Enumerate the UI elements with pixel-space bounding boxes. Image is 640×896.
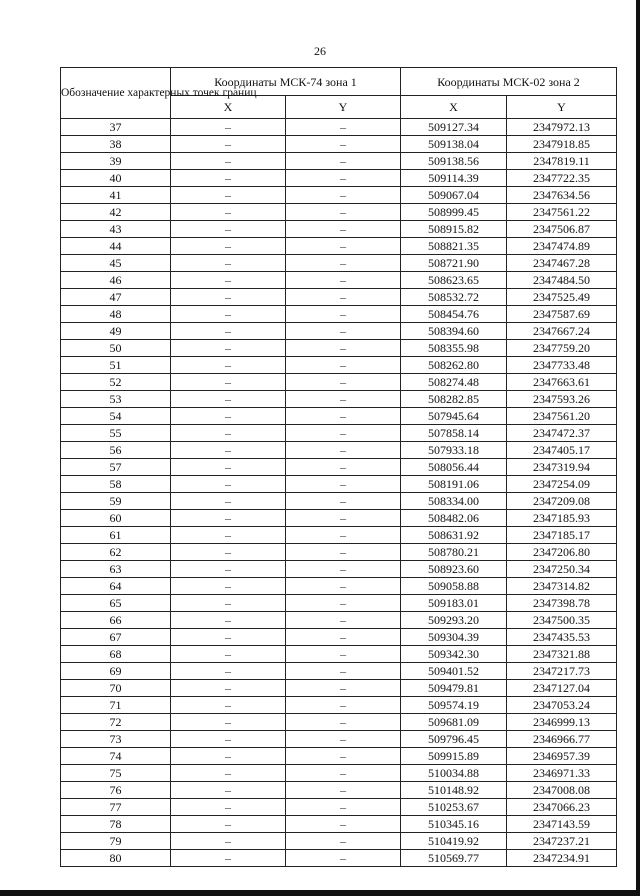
msk02-y-cell: 2347819.11 [507,153,617,170]
msk74-y-cell: – [286,595,401,612]
point-number-cell: 74 [61,748,171,765]
msk02-y-cell: 2347525.49 [507,289,617,306]
msk74-y-cell: – [286,204,401,221]
point-number-cell: 79 [61,833,171,850]
msk02-y-cell: 2347722.35 [507,170,617,187]
table-row [61,646,617,663]
table-row [61,408,617,425]
msk02-x-cell: 508482.06 [401,510,507,527]
scan-edge-right [636,0,640,896]
msk02-x-cell: 509915.89 [401,748,507,765]
msk02-y-cell: 2346966.77 [507,731,617,748]
point-number-cell: 50 [61,340,171,357]
point-number-cell: 48 [61,306,171,323]
msk02-x-cell: 509114.39 [401,170,507,187]
msk02-y-cell: 2347474.89 [507,238,617,255]
point-number-cell: 58 [61,476,171,493]
table-row [61,731,617,748]
table-row [61,425,617,442]
msk74-y-cell: – [286,459,401,476]
msk74-x-cell: – [171,612,286,629]
table-row [61,510,617,527]
msk74-y-cell: – [286,731,401,748]
msk74-x-cell: – [171,714,286,731]
msk74-y-cell: – [286,799,401,816]
msk74-x-cell: – [171,306,286,323]
msk02-y-cell: 2347250.34 [507,561,617,578]
msk02-x-cell: 509138.04 [401,136,507,153]
msk02-y-cell: 2347209.08 [507,493,617,510]
msk02-x-cell: 509342.30 [401,646,507,663]
point-number-cell: 52 [61,374,171,391]
msk02-x-cell: 508721.90 [401,255,507,272]
msk74-x-cell: – [171,153,286,170]
msk74-y-cell: – [286,833,401,850]
msk74-x-cell: – [171,646,286,663]
point-number-cell: 80 [61,850,171,867]
msk74-x-cell: – [171,561,286,578]
point-number-cell: 63 [61,561,171,578]
msk02-x-cell: 507945.64 [401,408,507,425]
table-row [61,374,617,391]
msk74-y-cell: – [286,357,401,374]
msk02-x-cell: 509293.20 [401,612,507,629]
msk02-x-cell: 510569.77 [401,850,507,867]
header-msk74-x: X [171,96,286,119]
point-number-cell: 56 [61,442,171,459]
table-row [61,799,617,816]
msk74-y-cell: – [286,816,401,833]
table-row [61,765,617,782]
table-row [61,476,617,493]
msk74-y-cell: – [286,646,401,663]
msk74-y-cell: – [286,187,401,204]
point-number-cell: 59 [61,493,171,510]
table-row [61,306,617,323]
table-row [61,527,617,544]
point-number-cell: 43 [61,221,171,238]
msk74-x-cell: – [171,833,286,850]
msk74-y-cell: – [286,612,401,629]
point-number-cell: 46 [61,272,171,289]
table-row [61,170,617,187]
table-row [61,595,617,612]
msk02-y-cell: 2347319.94 [507,459,617,476]
point-number-cell: 72 [61,714,171,731]
msk74-y-cell: – [286,578,401,595]
point-number-cell: 40 [61,170,171,187]
msk02-x-cell: 509183.01 [401,595,507,612]
page-number: 26 [314,44,326,58]
msk74-x-cell: – [171,544,286,561]
table-row [61,136,617,153]
msk74-x-cell: – [171,629,286,646]
header-point-designation: Обозначение характерных точек границ [61,68,171,119]
msk74-y-cell: – [286,221,401,238]
msk02-x-cell: 508454.76 [401,306,507,323]
msk02-x-cell: 510419.92 [401,833,507,850]
msk02-x-cell: 509681.09 [401,714,507,731]
msk74-y-cell: – [286,374,401,391]
table-row [61,238,617,255]
msk02-y-cell: 2347733.48 [507,357,617,374]
msk74-y-cell: – [286,697,401,714]
point-number-cell: 39 [61,153,171,170]
point-number-cell: 53 [61,391,171,408]
msk02-x-cell: 510253.67 [401,799,507,816]
msk02-x-cell: 508262.80 [401,357,507,374]
point-number-cell: 77 [61,799,171,816]
point-number-cell: 71 [61,697,171,714]
msk02-y-cell: 2347634.56 [507,187,617,204]
point-number-cell: 61 [61,527,171,544]
msk74-x-cell: – [171,289,286,306]
msk02-x-cell: 507858.14 [401,425,507,442]
table-row [61,663,617,680]
point-number-cell: 49 [61,323,171,340]
msk74-x-cell: – [171,340,286,357]
msk02-y-cell: 2347185.93 [507,510,617,527]
msk74-x-cell: – [171,459,286,476]
header-row [61,68,617,96]
msk74-x-cell: – [171,782,286,799]
msk74-x-cell: – [171,357,286,374]
msk02-y-cell: 2347500.35 [507,612,617,629]
msk02-y-cell: 2347663.61 [507,374,617,391]
table-row [61,578,617,595]
table-row [61,493,617,510]
point-number-cell: 38 [61,136,171,153]
msk74-x-cell: – [171,697,286,714]
msk02-y-cell: 2347127.04 [507,680,617,697]
table-row [61,442,617,459]
point-number-cell: 73 [61,731,171,748]
msk74-y-cell: – [286,170,401,187]
table-row [61,272,617,289]
msk02-y-cell: 2347435.53 [507,629,617,646]
table-row [61,680,617,697]
msk02-x-cell: 508394.60 [401,323,507,340]
msk74-x-cell: – [171,408,286,425]
table-row [61,850,617,867]
msk74-x-cell: – [171,595,286,612]
msk02-y-cell: 2347561.20 [507,408,617,425]
msk74-y-cell: – [286,136,401,153]
msk74-x-cell: – [171,578,286,595]
msk02-y-cell: 2347506.87 [507,221,617,238]
msk74-x-cell: – [171,476,286,493]
point-number-cell: 45 [61,255,171,272]
msk02-x-cell: 508623.65 [401,272,507,289]
msk74-x-cell: – [171,221,286,238]
msk74-y-cell: – [286,391,401,408]
table-row [61,629,617,646]
msk74-y-cell: – [286,714,401,731]
point-number-cell: 42 [61,204,171,221]
msk74-y-cell: – [286,493,401,510]
msk74-x-cell: – [171,187,286,204]
msk02-x-cell: 509574.19 [401,697,507,714]
msk02-x-cell: 508923.60 [401,561,507,578]
msk74-y-cell: – [286,238,401,255]
table-row [61,544,617,561]
table-row [61,612,617,629]
table-row [61,119,617,136]
point-number-cell: 47 [61,289,171,306]
table-row [61,782,617,799]
msk74-y-cell: – [286,510,401,527]
msk02-y-cell: 2347593.26 [507,391,617,408]
msk74-y-cell: – [286,561,401,578]
point-number-cell: 41 [61,187,171,204]
header-msk74-y: Y [286,96,401,119]
msk02-y-cell: 2347234.91 [507,850,617,867]
msk74-y-cell: – [286,765,401,782]
msk02-x-cell: 508915.82 [401,221,507,238]
msk02-x-cell: 510148.92 [401,782,507,799]
msk74-x-cell: – [171,238,286,255]
msk74-x-cell: – [171,374,286,391]
point-number-cell: 44 [61,238,171,255]
msk02-y-cell: 2347066.23 [507,799,617,816]
msk74-y-cell: – [286,425,401,442]
msk02-y-cell: 2347185.17 [507,527,617,544]
point-number-cell: 54 [61,408,171,425]
msk02-y-cell: 2346971.33 [507,765,617,782]
msk02-x-cell: 510345.16 [401,816,507,833]
msk74-x-cell: – [171,425,286,442]
msk02-x-cell: 509479.81 [401,680,507,697]
msk02-y-cell: 2347759.20 [507,340,617,357]
table-row [61,391,617,408]
msk02-x-cell: 509067.04 [401,187,507,204]
point-number-cell: 69 [61,663,171,680]
msk02-y-cell: 2347972.13 [507,119,617,136]
msk02-x-cell: 508532.72 [401,289,507,306]
point-number-cell: 76 [61,782,171,799]
table-row [61,459,617,476]
msk74-x-cell: – [171,204,286,221]
msk74-y-cell: – [286,850,401,867]
msk02-x-cell: 508631.92 [401,527,507,544]
msk74-y-cell: – [286,272,401,289]
msk02-y-cell: 2347143.59 [507,816,617,833]
msk74-x-cell: – [171,816,286,833]
msk02-x-cell: 509058.88 [401,578,507,595]
msk74-x-cell: – [171,255,286,272]
msk74-y-cell: – [286,306,401,323]
msk74-x-cell: – [171,510,286,527]
msk74-x-cell: – [171,765,286,782]
table-row [61,357,617,374]
msk74-y-cell: – [286,323,401,340]
msk02-y-cell: 2347254.09 [507,476,617,493]
msk74-y-cell: – [286,663,401,680]
point-number-cell: 64 [61,578,171,595]
msk74-y-cell: – [286,119,401,136]
point-number-cell: 57 [61,459,171,476]
msk74-x-cell: – [171,170,286,187]
msk74-y-cell: – [286,442,401,459]
msk74-y-cell: – [286,527,401,544]
msk02-y-cell: 2347314.82 [507,578,617,595]
coordinates-table [60,67,617,867]
point-number-cell: 78 [61,816,171,833]
msk74-x-cell: – [171,391,286,408]
msk74-y-cell: – [286,476,401,493]
msk74-x-cell: – [171,850,286,867]
msk74-y-cell: – [286,255,401,272]
msk74-y-cell: – [286,748,401,765]
msk02-y-cell: 2347472.37 [507,425,617,442]
point-number-cell: 62 [61,544,171,561]
msk02-y-cell: 2346999.13 [507,714,617,731]
table-row [61,697,617,714]
msk02-y-cell: 2347398.78 [507,595,617,612]
point-number-cell: 65 [61,595,171,612]
point-number-cell: 75 [61,765,171,782]
msk74-x-cell: – [171,323,286,340]
msk02-y-cell: 2347053.24 [507,697,617,714]
header-msk74: Координаты МСК-74 зона 1 [171,68,401,96]
msk02-x-cell: 508355.98 [401,340,507,357]
msk02-x-cell: 510034.88 [401,765,507,782]
msk02-x-cell: 509401.52 [401,663,507,680]
table-row [61,255,617,272]
table-row [61,187,617,204]
msk02-x-cell: 508999.45 [401,204,507,221]
msk02-y-cell: 2347008.08 [507,782,617,799]
msk74-y-cell: – [286,153,401,170]
msk02-y-cell: 2347321.88 [507,646,617,663]
msk02-x-cell: 508274.48 [401,374,507,391]
point-number-cell: 51 [61,357,171,374]
msk74-y-cell: – [286,544,401,561]
msk74-x-cell: – [171,748,286,765]
msk74-x-cell: – [171,527,286,544]
scan-edge-bottom [0,890,640,896]
msk74-x-cell: – [171,663,286,680]
msk74-x-cell: – [171,272,286,289]
msk02-x-cell: 509127.34 [401,119,507,136]
table-row [61,289,617,306]
msk02-x-cell: 508334.00 [401,493,507,510]
msk02-y-cell: 2347405.17 [507,442,617,459]
table-row [61,816,617,833]
msk74-x-cell: – [171,493,286,510]
msk74-y-cell: – [286,408,401,425]
table-row [61,340,617,357]
table-row [61,323,617,340]
msk02-y-cell: 2347918.85 [507,136,617,153]
msk74-y-cell: – [286,289,401,306]
msk02-y-cell: 2346957.39 [507,748,617,765]
point-number-cell: 60 [61,510,171,527]
msk74-x-cell: – [171,680,286,697]
msk02-y-cell: 2347467.28 [507,255,617,272]
msk02-x-cell: 508056.44 [401,459,507,476]
msk74-y-cell: – [286,629,401,646]
table-row [61,833,617,850]
msk02-y-cell: 2347217.73 [507,663,617,680]
table-row [61,714,617,731]
table-row [61,748,617,765]
point-number-cell: 67 [61,629,171,646]
msk74-x-cell: – [171,731,286,748]
msk74-x-cell: – [171,799,286,816]
point-number-cell: 68 [61,646,171,663]
msk74-x-cell: – [171,136,286,153]
msk02-x-cell: 508282.85 [401,391,507,408]
msk02-x-cell: 508821.35 [401,238,507,255]
msk74-x-cell: – [171,119,286,136]
msk02-x-cell: 509796.45 [401,731,507,748]
msk02-y-cell: 2347206.80 [507,544,617,561]
table-body [61,119,617,867]
point-number-cell: 55 [61,425,171,442]
header-msk02-x: X [401,96,507,119]
msk02-x-cell: 508191.06 [401,476,507,493]
msk74-y-cell: – [286,680,401,697]
msk02-y-cell: 2347587.69 [507,306,617,323]
msk74-y-cell: – [286,340,401,357]
table-row [61,221,617,238]
point-number-cell: 37 [61,119,171,136]
msk02-y-cell: 2347667.24 [507,323,617,340]
msk02-y-cell: 2347237.21 [507,833,617,850]
table-row [61,204,617,221]
table-row [61,153,617,170]
msk74-x-cell: – [171,442,286,459]
msk74-y-cell: – [286,782,401,799]
msk02-x-cell: 509138.56 [401,153,507,170]
msk02-x-cell: 509304.39 [401,629,507,646]
msk02-x-cell: 507933.18 [401,442,507,459]
table-row [61,561,617,578]
header-msk02: Координаты МСК-02 зона 2 [401,68,617,96]
msk02-x-cell: 508780.21 [401,544,507,561]
point-number-cell: 66 [61,612,171,629]
point-number-cell: 70 [61,680,171,697]
msk02-y-cell: 2347561.22 [507,204,617,221]
msk02-y-cell: 2347484.50 [507,272,617,289]
header-msk02-y: Y [507,96,617,119]
